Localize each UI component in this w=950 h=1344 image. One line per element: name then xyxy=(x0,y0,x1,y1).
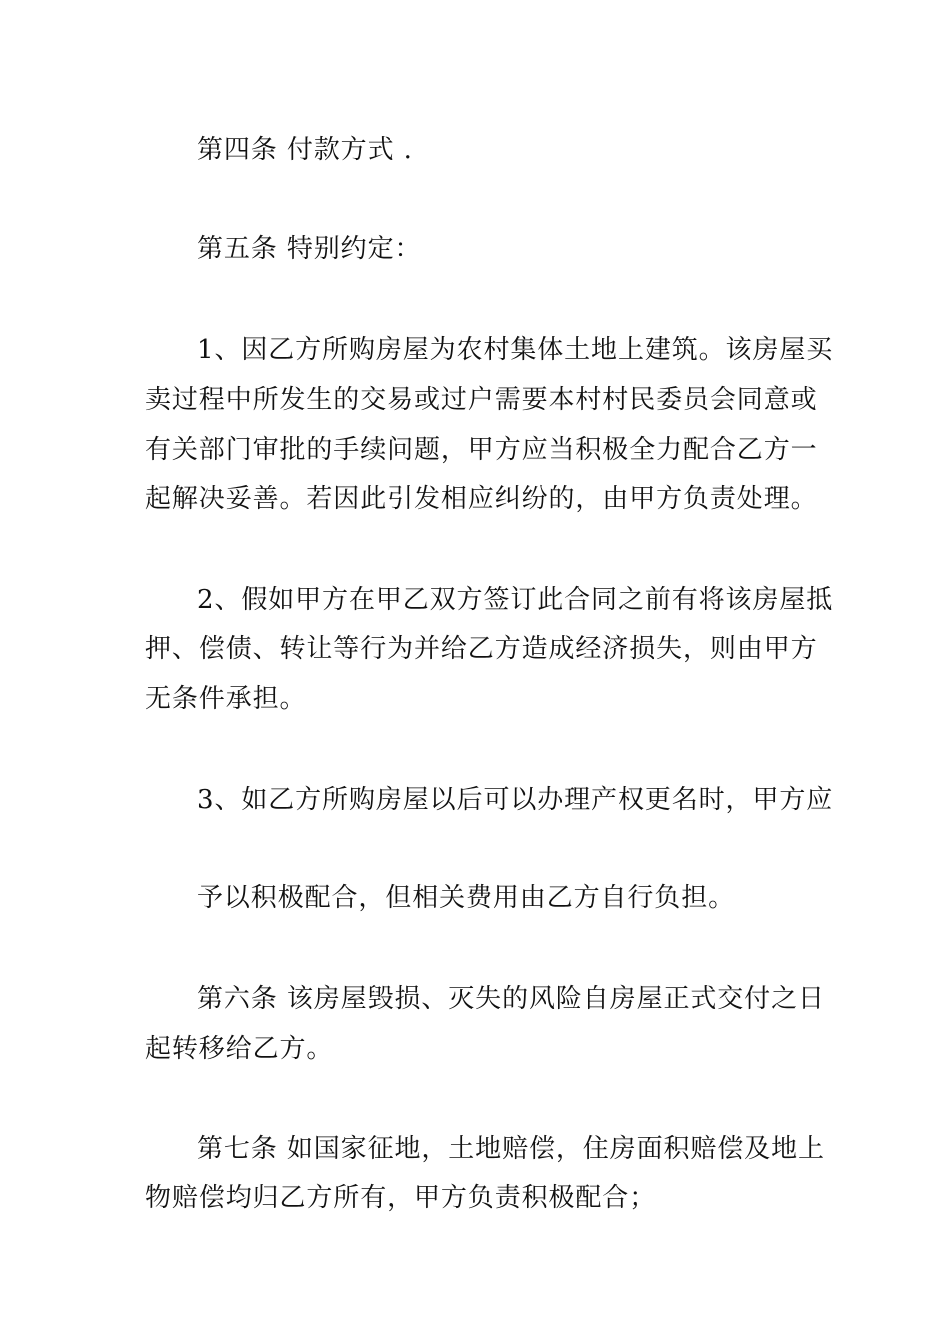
clause-3-line-1: 3、如乙方所购房屋以后可以办理产权更名时，甲方应 xyxy=(197,785,834,815)
article-5-heading: 第五条 特别约定： xyxy=(197,234,422,264)
article-6-line-2: 起转移给乙方。 xyxy=(145,1034,334,1064)
clause-2-line-2: 押、偿债、转让等行为并给乙方造成经济损失，则由甲方 xyxy=(145,634,818,664)
clause-3-line-2: 予以积极配合，但相关费用由乙方自行负担。 xyxy=(197,883,736,913)
clause-1-line-2: 卖过程中所发生的交易或过户需要本村村民委员会同意或 xyxy=(145,385,818,415)
clause-1-line-1: 1、因乙方所购房屋为农村集体土地上建筑。该房屋买 xyxy=(197,335,834,365)
clause-2-line-3: 无条件承担。 xyxy=(145,684,307,714)
clause-1-line-4: 起解决妥善。若因此引发相应纠纷的，由甲方负责处理。 xyxy=(145,484,818,514)
article-6-line-1: 第六条 该房屋毁损、灭失的风险自房屋正式交付之日 xyxy=(197,984,825,1014)
article-4-heading: 第四条 付款方式 . xyxy=(197,135,413,165)
article-7-line-2: 物赔偿均归乙方所有，甲方负责积极配合； xyxy=(145,1183,657,1213)
clause-1-line-3: 有关部门审批的手续问题，甲方应当积极全力配合乙方一 xyxy=(145,435,818,465)
clause-2-line-1: 2、假如甲方在甲乙双方签订此合同之前有将该房屋抵 xyxy=(197,585,834,615)
article-7-line-1: 第七条 如国家征地，土地赔偿，住房面积赔偿及地上 xyxy=(197,1134,825,1164)
